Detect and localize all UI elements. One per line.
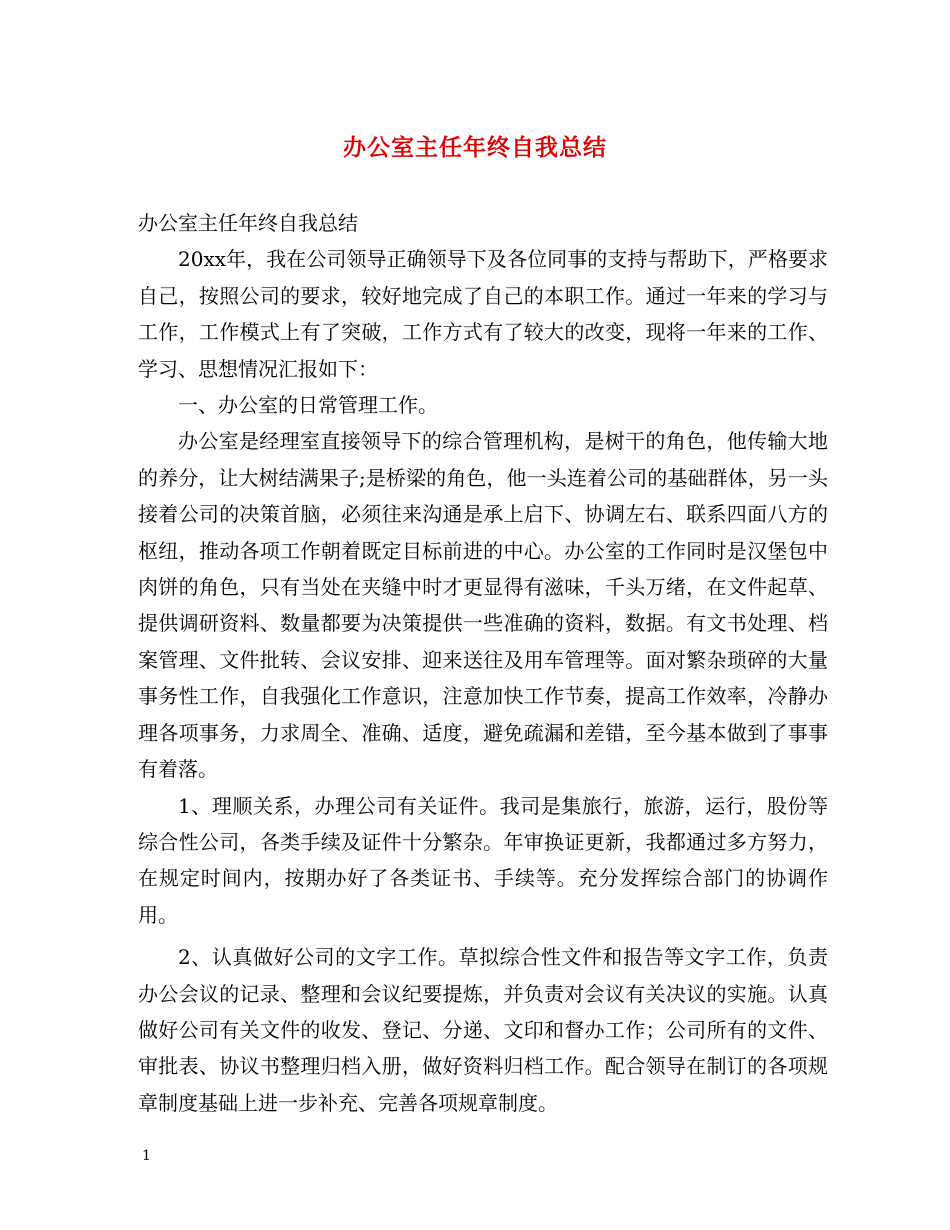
page-number: 1: [142, 1148, 151, 1164]
paragraph-item-2: 2、认真做好公司的文字工作。草拟综合性文件和报告等文字工作，负责办公会议的记录、整理和会议纪要提炼，并负责对会议有关决议的实施。认真做好公司有关文件的收发、登记、分递、文印和督办工作；公司所有的文件、审批表、协议书整理归档入册，做好资料归档工作。配合领导在制订的各项规章制度基础上进一步补充、完善各项规章制度。: [138, 945, 828, 1115]
section-heading-1: 一、办公室的日常管理工作。: [178, 393, 438, 418]
document-body: [138, 205, 828, 1121]
paragraph-intro: 20xx年，我在公司领导正确领导下及各位同事的支持与帮助下，严格要求自己，按照公司的要求，较好地完成了自己的本职工作。通过一年来的学习与工作，工作模式上有了突破，工作方式有了较大的改变，现将一年来的工作、学习、思想情况汇报如下：: [138, 247, 828, 381]
document-subtitle: 办公室主任年终自我总结: [138, 211, 358, 235]
paragraph-item-1: 1、理顺关系，办理公司有关证件。我司是集旅行，旅游，运行，股份等综合性公司，各类手续及证件十分繁杂。年审换证更新，我都通过多方努力，在规定时间内，按期办好了各类证书、手续等。充分发挥综合部门的协调作用。: [138, 793, 828, 927]
document-title: 办公室主任年终自我总结: [343, 134, 607, 161]
paragraph-office-role: 办公室是经理室直接领导下的综合管理机构，是树干的角色，他传输大地的养分，让大树结满果子;是桥梁的角色，他一头连着公司的基础群体，另一头接着公司的决策首脑，必须往来沟通是承上启下、协调左右、联系四面八方的枢纽，推动各项工作朝着既定目标前进的中心。办公室的工作同时是汉堡包中肉饼的角色，只有当处在夹缝中时才更显得有滋味，千头万绪，在文件起草、提供调研资料、数量都要为决策提供一些准确的资料，数据。有文书处理、档案管理、文件批转、会议安排、迎来送往及用车管理等。面对繁杂琐碎的大量事务性工作，自我强化工作意识，注意加快工作节奏，提高工作效率，冷静办理各项事务，力求周全、准确、适度，避免疏漏和差错，至今基本做到了事事有着落。: [138, 429, 828, 782]
